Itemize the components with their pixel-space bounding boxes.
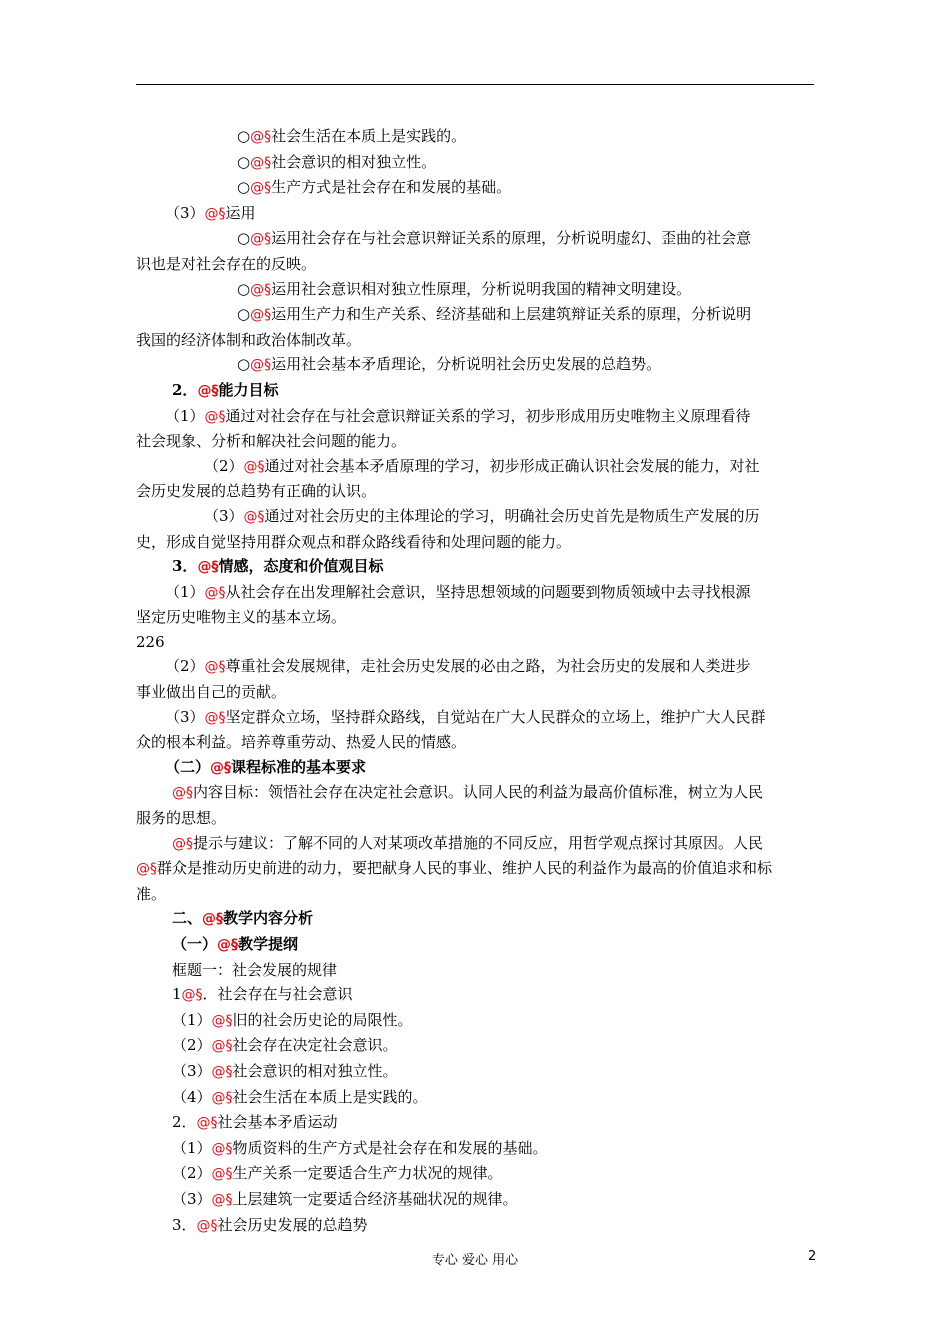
line-prefix: ○ <box>237 127 251 145</box>
line-prefix: （二） <box>165 757 211 776</box>
line-prefix: ○ <box>237 279 251 298</box>
red-marker: @§ <box>243 458 265 475</box>
red-marker: @§ <box>211 1191 233 1208</box>
line-prefix: ○ <box>237 229 251 248</box>
line-text: 准。 <box>136 884 167 903</box>
text-line <box>136 730 816 755</box>
line-prefix: ○ <box>237 152 251 171</box>
red-marker: @§ <box>211 1038 233 1055</box>
line-text: 众的根本利益。培养尊重劳动、热爱人民的情感。 <box>136 733 467 752</box>
text-line <box>136 1187 816 1213</box>
line-prefix: （1） <box>172 1138 212 1157</box>
line-prefix: ○ <box>237 355 251 374</box>
line-text: 社会现象、分析和解决社会问题的能力。 <box>136 432 407 451</box>
red-marker: @§ <box>250 357 272 374</box>
red-marker: @§ <box>210 759 232 776</box>
line-text: 运用生产力和生产关系、经济基础和上层建筑辩证关系的原理，分析说明 <box>271 305 752 324</box>
red-marker: @§ <box>243 508 265 525</box>
line-prefix: （3） <box>165 707 205 726</box>
text-line <box>136 605 816 630</box>
line-text: 通过对社会存在与社会意识辩证关系的学习，初步形成用历史唯物主义原理看待 <box>225 406 751 425</box>
line-text: 服务的思想。 <box>136 809 227 828</box>
text-line <box>136 630 816 655</box>
line-text: 社会意识的相对独立性。 <box>232 1061 398 1080</box>
text-line <box>136 404 816 430</box>
line-text: 物质资料的生产方式是社会存在和发展的基础。 <box>232 1138 548 1157</box>
line-prefix: 2． <box>172 380 198 399</box>
text-line <box>136 932 816 958</box>
line-prefix: 3． <box>172 1215 197 1234</box>
document-body <box>136 124 816 1238</box>
line-text: 坚定群众立场，坚持群众路线，自觉站在广大人民群众的立场上，维护广大人民群 <box>225 707 766 726</box>
line-text: 框题一：社会发展的规律 <box>172 960 338 979</box>
red-marker: @§ <box>204 709 226 726</box>
line-prefix: （1） <box>165 406 205 425</box>
text-line <box>136 554 816 580</box>
line-prefix: 二、 <box>172 909 203 928</box>
page-number: 2 <box>808 1249 817 1264</box>
line-prefix: （2） <box>172 1164 212 1183</box>
line-text: 运用社会意识相对独立性原理，分析说明我国的精神文明建设。 <box>271 279 692 298</box>
text-line <box>136 1136 816 1162</box>
line-prefix: ○ <box>237 178 251 197</box>
text-line <box>136 1110 816 1136</box>
text-line <box>136 1085 816 1111</box>
text-line <box>136 252 816 277</box>
line-text: 通过对社会历史的主体理论的学习，明确社会历史首先是物质生产发展的历 <box>264 506 760 525</box>
red-marker: @§ <box>181 987 203 1004</box>
line-text: 群众是推动历史前进的动力，要把献身人民的事业、维护人民的利益作为最高的价值追求和标 <box>157 859 773 878</box>
line-text: 上层建筑一定要适合经济基础状况的规律。 <box>232 1189 518 1208</box>
red-marker: @§ <box>250 307 272 324</box>
red-marker: @§ <box>204 659 226 676</box>
line-text: 提示与建议：了解不同的人对某项改革措施的不同反应，用哲学观点探讨其原因。人民 <box>193 833 764 852</box>
red-marker: @§ <box>197 382 219 399</box>
text-line <box>136 124 816 150</box>
line-prefix: 2． <box>172 1113 197 1132</box>
line-text: 226 <box>136 632 165 651</box>
text-line <box>136 454 816 480</box>
text-line <box>136 856 816 882</box>
text-line <box>136 302 816 328</box>
red-marker: @§ <box>204 408 226 425</box>
text-line <box>136 882 816 907</box>
text-line <box>136 479 816 504</box>
line-text: 尊重社会发展规律，走社会历史发展的必由之路，为社会历史的发展和人类进步 <box>225 657 751 676</box>
line-prefix: （2） <box>204 456 244 475</box>
line-text: 能力目标 <box>218 380 279 399</box>
text-line <box>136 150 816 176</box>
red-marker: @§ <box>211 1166 233 1183</box>
line-prefix: （3） <box>204 506 244 525</box>
text-line <box>136 1059 816 1085</box>
text-line <box>136 226 816 252</box>
text-line <box>136 906 816 932</box>
text-line <box>136 705 816 731</box>
text-line <box>136 755 816 781</box>
red-marker: @§ <box>211 1140 233 1157</box>
line-prefix: （4） <box>172 1087 212 1106</box>
text-line <box>136 530 816 555</box>
line-text: 课程标准的基本要求 <box>231 757 367 776</box>
red-marker: @§ <box>204 205 226 222</box>
line-text: ．社会存在与社会意识 <box>202 985 353 1004</box>
line-text: 社会存在决定社会意识。 <box>232 1036 398 1055</box>
red-marker: @§ <box>217 937 239 953</box>
line-text: 内容目标：领悟社会存在决定社会意识。认同人民的利益为最高价值标准，树立为人民 <box>193 783 764 802</box>
text-line <box>136 1008 816 1034</box>
text-line <box>136 982 816 1008</box>
header-rule <box>136 84 814 85</box>
line-text: 社会生活在本质上是实践的。 <box>232 1087 428 1106</box>
line-text: 坚定历史唯物主义的基本立场。 <box>136 608 347 627</box>
text-line <box>136 277 816 303</box>
text-line <box>136 352 816 378</box>
text-line <box>136 1161 816 1187</box>
line-prefix: （3） <box>172 1189 212 1208</box>
text-line <box>136 780 816 806</box>
line-text: 通过对社会基本矛盾原理的学习，初步形成正确认识社会发展的能力，对社 <box>264 456 760 475</box>
line-text: 生产方式是社会存在和发展的基础。 <box>271 178 512 197</box>
red-marker: @§ <box>204 584 226 601</box>
line-prefix: （1） <box>165 582 205 601</box>
line-text: 会历史发展的总趋势有正确的认识。 <box>136 482 377 501</box>
line-text: 教学提纲 <box>238 935 299 953</box>
footer-motto: 专心 爱心 用心 <box>431 1253 519 1268</box>
line-prefix: ○ <box>237 305 251 324</box>
red-marker: @§ <box>136 861 157 878</box>
line-prefix: （3） <box>165 203 205 222</box>
red-marker: @§ <box>250 231 272 248</box>
red-marker: @§ <box>250 180 272 197</box>
red-marker: @§ <box>197 559 219 576</box>
line-text: 运用社会基本矛盾理论，分析说明社会历史发展的总趋势。 <box>271 355 662 374</box>
line-prefix: （2） <box>172 1036 212 1055</box>
line-text: 事业做出自己的贡献。 <box>136 683 287 702</box>
red-marker: @§ <box>211 1063 233 1080</box>
line-text: 史，形成自觉坚持用群众观点和群众路线看待和处理问题的能力。 <box>136 532 572 551</box>
line-prefix: （1） <box>172 1010 212 1029</box>
page-footer <box>0 1249 950 1269</box>
line-text: 生产关系一定要适合生产力状况的规律。 <box>232 1164 503 1183</box>
line-text: 识也是对社会存在的反映。 <box>136 254 317 273</box>
text-line <box>136 654 816 680</box>
text-line <box>136 580 816 606</box>
red-marker: @§ <box>196 1115 218 1132</box>
line-text: 运用社会存在与社会意识辩证关系的原理，分析说明虚幻、歪曲的社会意 <box>271 229 752 248</box>
text-line <box>136 831 816 857</box>
line-prefix: （3） <box>172 1061 212 1080</box>
line-text: 社会意识的相对独立性。 <box>271 152 437 171</box>
text-line <box>136 328 816 353</box>
red-marker: @§ <box>196 1217 218 1234</box>
red-marker: @§ <box>250 154 272 171</box>
text-line <box>136 958 816 983</box>
text-line <box>136 201 816 227</box>
text-line <box>136 175 816 201</box>
text-line <box>136 680 816 705</box>
red-marker: @§ <box>172 835 193 852</box>
text-line <box>136 504 816 530</box>
red-marker: @§ <box>250 281 272 298</box>
text-line <box>136 1033 816 1059</box>
line-prefix: 3． <box>172 557 198 576</box>
red-marker: @§ <box>172 785 193 802</box>
line-text: 我国的经济体制和政治体制改革。 <box>136 330 362 349</box>
red-marker: @§ <box>250 129 272 145</box>
text-line <box>136 1213 816 1239</box>
line-text: 社会生活在本质上是实践的。 <box>271 127 467 145</box>
text-line <box>136 378 816 404</box>
text-line <box>136 806 816 831</box>
line-prefix: 1 <box>172 985 182 1004</box>
line-text: 旧的社会历史论的局限性。 <box>232 1010 413 1029</box>
line-prefix: （2） <box>165 657 205 676</box>
line-text: 教学内容分析 <box>223 909 314 928</box>
red-marker: @§ <box>211 1012 233 1029</box>
line-prefix: （一） <box>172 935 218 953</box>
line-text: 情感，态度和价值观目标 <box>218 557 384 576</box>
red-marker: @§ <box>202 911 224 928</box>
line-text: 社会基本矛盾运动 <box>217 1113 338 1132</box>
text-line <box>136 429 816 454</box>
red-marker: @§ <box>211 1089 233 1106</box>
line-text: 社会历史发展的总趋势 <box>217 1215 368 1234</box>
line-text: 运用 <box>225 203 256 222</box>
line-text: 从社会存在出发理解社会意识，坚持思想领域的问题要到物质领域中去寻找根源 <box>225 582 751 601</box>
